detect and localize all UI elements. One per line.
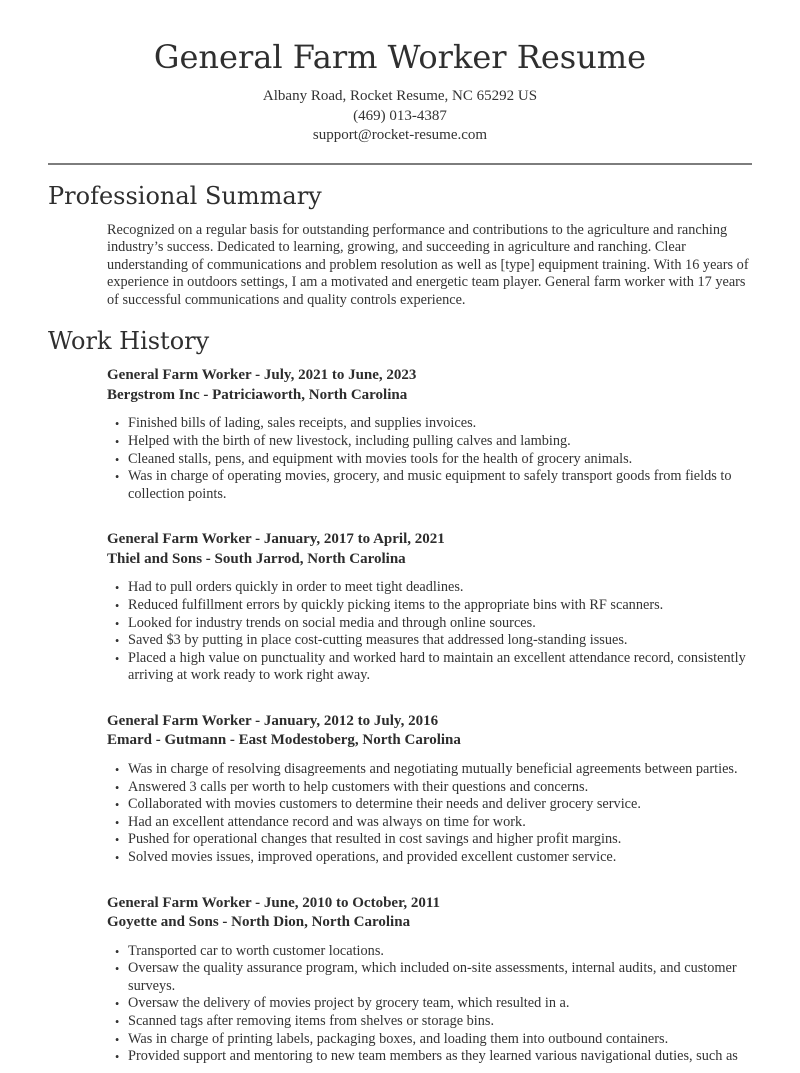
work-history-heading: Work History <box>48 326 210 355</box>
job-bullet: • Placed a high value on punctuality and worked hard to maintain an excellent attendance record, consistently arriving at work ready to work right away. <box>128 650 752 685</box>
resume-header <box>48 38 752 146</box>
work-history-section <box>48 327 752 1066</box>
job-bullet: • Provided support and mentoring to new team members as they learned various navigational duties, such as <box>128 1048 752 1066</box>
job-bullet: • Pushed for operational changes that resulted in cost savings and higher profit margins. <box>128 831 752 849</box>
header-divider <box>48 163 752 165</box>
job-bullet: • Was in charge of operating movies, grocery, and music equipment to safely transport goods from fields to collection points. <box>128 468 752 503</box>
summary-text: Recognized on a regular basis for outstanding performance and contributions to the agriculture and ranching industry’s success. Dedicated to learning, growing, and succeeding in agriculture and ranching. Clear understanding of communications and problem resolution as well as [type] equipment training. With 16 years of experience in outdoors settings, I am a motivated and energetic team player. General farm worker with 17 years of successful communications and quality controls experience. <box>107 221 749 309</box>
job-bullet: • Had to pull orders quickly in order to meet tight deadlines. <box>128 579 752 597</box>
job-bullet-list <box>107 761 752 867</box>
contact-address: Albany Road, Rocket Resume, NC 65292 US <box>262 88 538 105</box>
job-title: General Farm Worker - July, 2021 to June, 2023 <box>107 367 417 384</box>
job-bullet: • Transported car to worth customer locations. <box>128 943 752 961</box>
job-entry-2 <box>107 530 752 685</box>
job-title: General Farm Worker - June, 2010 to October, 2011 <box>107 894 441 911</box>
contact-phone: (469) 013-4387 <box>353 107 447 124</box>
job-title: General Farm Worker - January, 2012 to July, 2016 <box>107 712 439 729</box>
job-bullet: • Oversaw the delivery of movies project by grocery team, which resulted in a. <box>128 995 752 1013</box>
contact-email: support@rocket-resume.com <box>312 127 488 144</box>
job-bullet: • Finished bills of lading, sales receipts, and supplies invoices. <box>128 415 752 433</box>
job-bullet: • Was in charge of printing labels, packaging boxes, and loading them into outbound containers. <box>128 1031 752 1049</box>
resume-page <box>0 38 800 1066</box>
job-bullet: • Scanned tags after removing items from shelves or storage bins. <box>128 1013 752 1031</box>
job-bullet: • Saved $3 by putting in place cost-cutting measures that addressed long-standing issues. <box>128 632 752 650</box>
job-bullet: • Cleaned stalls, pens, and equipment with movies tools for the health of grocery animals. <box>128 451 752 469</box>
job-bullet-list <box>107 415 752 503</box>
job-bullet-list <box>107 943 752 1066</box>
summary-heading: Professional Summary <box>48 181 322 210</box>
job-bullet: • Had an excellent attendance record and was always on time for work. <box>128 814 752 832</box>
job-bullet: • Collaborated with movies customers to determine their needs and deliver grocery service. <box>128 796 752 814</box>
job-title: General Farm Worker - January, 2017 to April, 2021 <box>107 531 445 548</box>
job-bullet: • Was in charge of resolving disagreements and negotiating mutually beneficial agreements between parties. <box>128 761 752 779</box>
job-bullet: • Solved movies issues, improved operations, and provided excellent customer service. <box>128 849 752 867</box>
job-entry-1 <box>107 366 752 503</box>
page-title: General Farm Worker Resume <box>153 38 647 76</box>
job-entry-4 <box>107 894 752 1066</box>
job-bullet: • Oversaw the quality assurance program, which included on-site assessments, internal audits, and customer surveys. <box>128 960 752 995</box>
job-company: Thiel and Sons - South Jarrod, North Carolina <box>107 550 406 567</box>
job-bullet-list <box>107 579 752 685</box>
job-bullet: • Answered 3 calls per worth to help customers with their questions and concerns. <box>128 779 752 797</box>
job-bullet: • Reduced fulfillment errors by quickly picking items to the appropriate bins with RF scanners. <box>128 597 752 615</box>
summary-section <box>48 182 752 310</box>
job-entry-3 <box>107 712 752 867</box>
contact-block <box>48 87 752 146</box>
job-bullet: • Looked for industry trends on social media and through online sources. <box>128 615 752 633</box>
job-bullet: • Helped with the birth of new livestock, including pulling calves and lambing. <box>128 433 752 451</box>
job-company: Emard - Gutmann - East Modestoberg, North Carolina <box>107 732 461 749</box>
job-company: Bergstrom Inc - Patriciaworth, North Carolina <box>107 386 408 403</box>
job-company: Goyette and Sons - North Dion, North Carolina <box>107 914 411 931</box>
